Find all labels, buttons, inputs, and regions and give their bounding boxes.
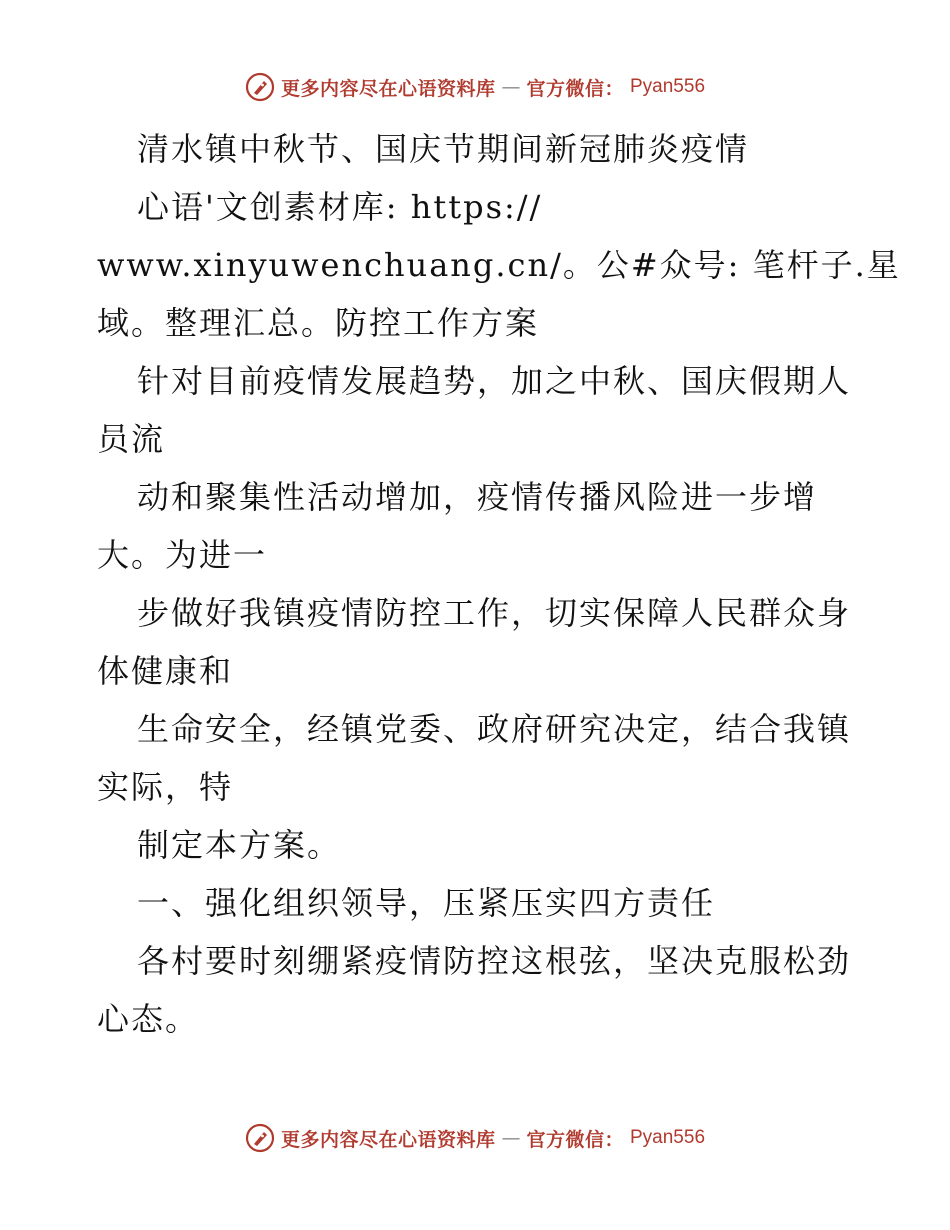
document-line: 实际，特 <box>97 768 234 806</box>
watermark-contact: 官方微信： <box>526 1128 624 1151</box>
watermark-separator: — <box>501 1127 521 1149</box>
document-line: 员流 <box>97 420 166 458</box>
watermark-id: Pyan556 <box>630 1127 706 1148</box>
watermark-text: 更多内容尽在心语资料库 <box>280 77 496 100</box>
watermark-banner-bottom <box>0 1123 950 1153</box>
watermark-text: 更多内容尽在心语资料库 <box>280 1128 496 1151</box>
document-line: 针对目前疫情发展趋势，加之中秋、国庆假期人 <box>137 362 852 400</box>
document-body <box>97 120 901 1048</box>
watermark-id: Pyan556 <box>630 76 706 97</box>
document-line: 制定本方案。 <box>137 826 342 864</box>
document-line: 生命安全，经镇党委、政府研究决定，结合我镇 <box>137 710 852 748</box>
document-line: 步做好我镇疫情防控工作，切实保障人民群众身 <box>137 594 852 632</box>
watermark-separator: — <box>501 76 521 98</box>
document-line: 心语'文创素材库: https:// <box>137 188 543 226</box>
document-line: 域。整理汇总。防控工作方案 <box>97 304 540 342</box>
document-line: 大。为进一 <box>97 536 268 574</box>
document-line: 心态。 <box>97 1000 200 1038</box>
document-line: www.xinyuwenchuang.cn/。公#众号: 笔杆子.星 <box>97 246 901 284</box>
document-line: 清水镇中秋节、国庆节期间新冠肺炎疫情 <box>137 130 750 168</box>
watermark-contact: 官方微信： <box>526 77 624 100</box>
document-line: 动和聚集性活动增加，疫情传播风险进一步增 <box>137 478 818 516</box>
pen-nib-logo-icon <box>245 72 275 102</box>
watermark-banner-top <box>0 72 950 102</box>
document-line: 各村要时刻绷紧疫情防控这根弦，坚决克服松劲 <box>137 942 852 980</box>
document-line: 体健康和 <box>97 652 234 690</box>
pen-nib-logo-icon <box>245 1123 275 1153</box>
document-line: 一、强化组织领导，压紧压实四方责任 <box>137 884 716 922</box>
